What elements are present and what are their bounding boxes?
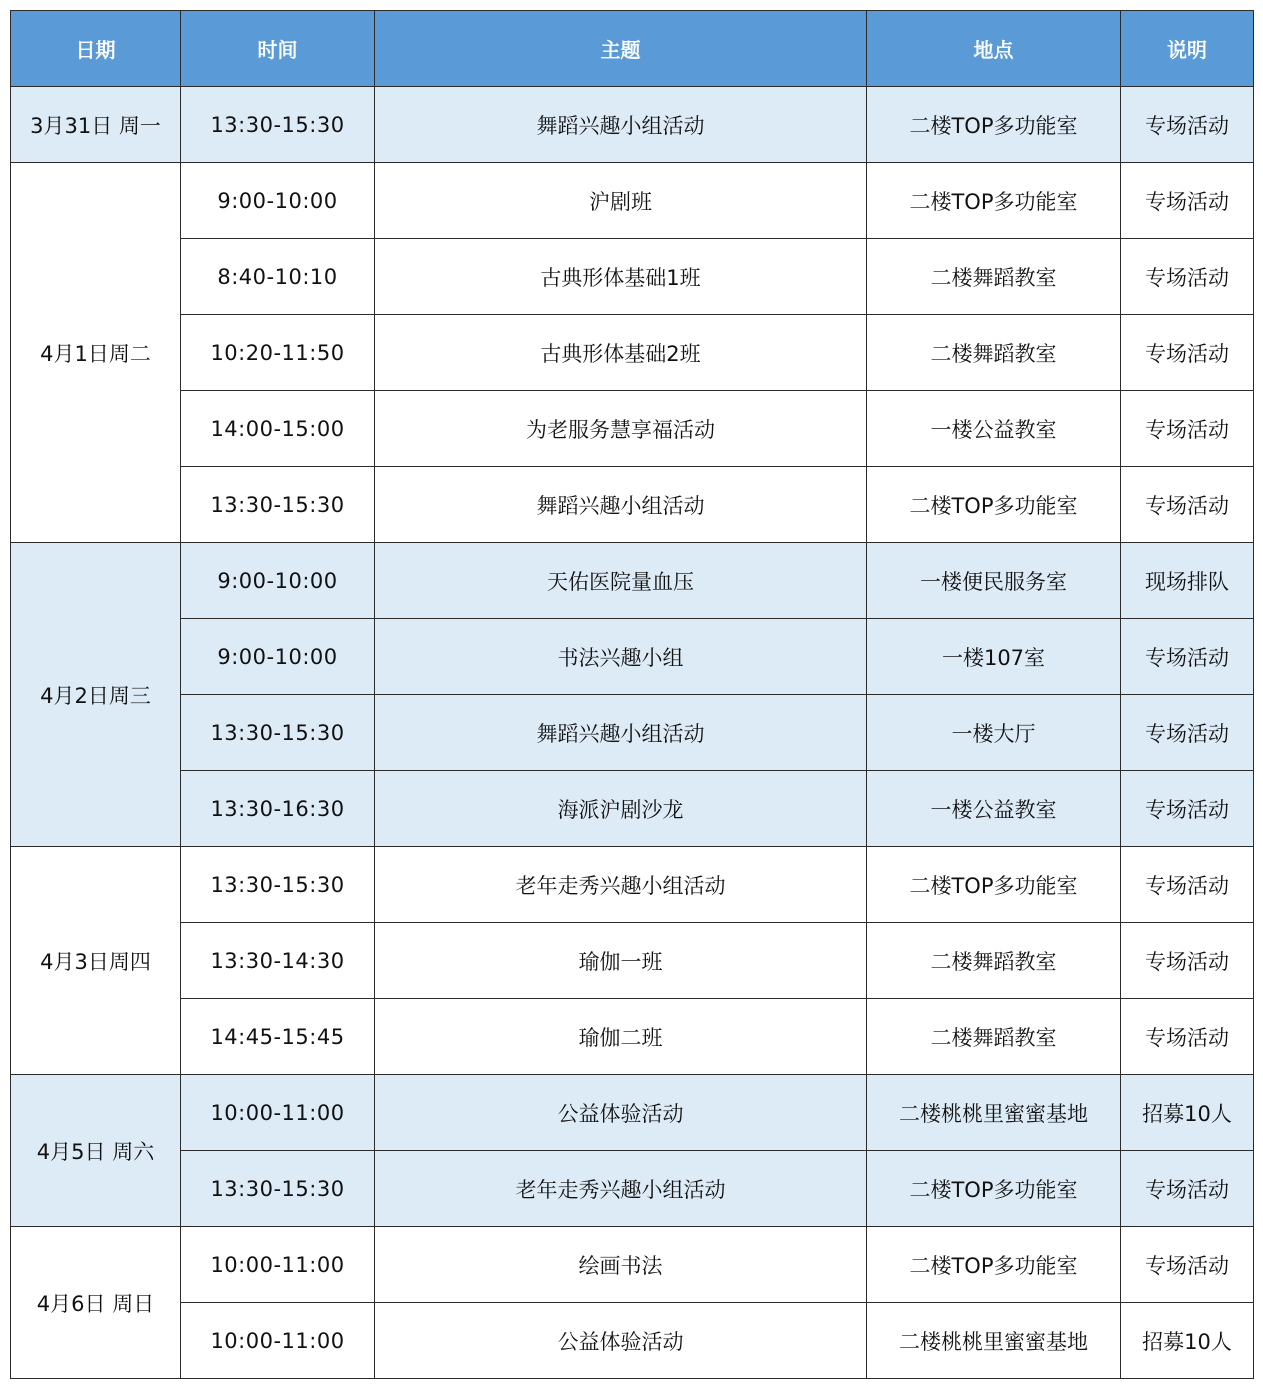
topic-cell: 瑜伽一班	[375, 923, 867, 999]
topic-cell: 公益体验活动	[375, 1075, 867, 1151]
time-cell: 14:45-15:45	[181, 999, 375, 1075]
note-cell: 招募10人	[1121, 1303, 1254, 1379]
time-cell: 9:00-10:00	[181, 163, 375, 239]
date-cell: 4月2日周三	[11, 543, 181, 847]
place-cell: 二楼桃桃里蜜蜜基地	[867, 1075, 1121, 1151]
day-group	[11, 163, 1254, 543]
topic-cell: 老年走秀兴趣小组活动	[375, 1151, 867, 1227]
place-cell: 一楼公益教室	[867, 391, 1121, 467]
table-header	[11, 11, 1254, 87]
note-cell: 专场活动	[1121, 163, 1254, 239]
table-row	[11, 87, 1254, 163]
note-cell: 招募10人	[1121, 1075, 1254, 1151]
note-cell: 专场活动	[1121, 1227, 1254, 1303]
date-cell: 4月1日周二	[11, 163, 181, 543]
place-cell: 二楼舞蹈教室	[867, 999, 1121, 1075]
place-cell: 一楼公益教室	[867, 771, 1121, 847]
place-cell: 二楼TOP多功能室	[867, 1227, 1121, 1303]
note-cell: 专场活动	[1121, 619, 1254, 695]
place-cell: 一楼107室	[867, 619, 1121, 695]
note-cell: 专场活动	[1121, 847, 1254, 923]
header-topic: 主题	[375, 11, 867, 87]
table-row	[11, 1227, 1254, 1303]
day-group	[11, 847, 1254, 1075]
table-row	[11, 923, 1254, 999]
day-group	[11, 1227, 1254, 1379]
time-cell: 10:00-11:00	[181, 1075, 375, 1151]
topic-cell: 为老服务慧享福活动	[375, 391, 867, 467]
topic-cell: 舞蹈兴趣小组活动	[375, 87, 867, 163]
schedule-table	[10, 10, 1254, 1379]
topic-cell: 绘画书法	[375, 1227, 867, 1303]
place-cell: 二楼舞蹈教室	[867, 239, 1121, 315]
time-cell: 13:30-14:30	[181, 923, 375, 999]
date-cell: 3月31日 周一	[11, 87, 181, 163]
table-row	[11, 1303, 1254, 1379]
place-cell: 二楼舞蹈教室	[867, 315, 1121, 391]
place-cell: 二楼桃桃里蜜蜜基地	[867, 1303, 1121, 1379]
topic-cell: 沪剧班	[375, 163, 867, 239]
time-cell: 13:30-16:30	[181, 771, 375, 847]
time-cell: 13:30-15:30	[181, 87, 375, 163]
time-cell: 8:40-10:10	[181, 239, 375, 315]
note-cell: 专场活动	[1121, 87, 1254, 163]
header-row	[11, 11, 1254, 87]
time-cell: 10:00-11:00	[181, 1227, 375, 1303]
place-cell: 二楼TOP多功能室	[867, 163, 1121, 239]
topic-cell: 公益体验活动	[375, 1303, 867, 1379]
table-row	[11, 543, 1254, 619]
note-cell: 专场活动	[1121, 1151, 1254, 1227]
table-row	[11, 619, 1254, 695]
day-group	[11, 543, 1254, 847]
header-note: 说明	[1121, 11, 1254, 87]
time-cell: 9:00-10:00	[181, 619, 375, 695]
time-cell: 13:30-15:30	[181, 1151, 375, 1227]
topic-cell: 天佑医院量血压	[375, 543, 867, 619]
table-row	[11, 1151, 1254, 1227]
note-cell: 专场活动	[1121, 999, 1254, 1075]
table-row	[11, 771, 1254, 847]
header-time: 时间	[181, 11, 375, 87]
table-row	[11, 1075, 1254, 1151]
topic-cell: 书法兴趣小组	[375, 619, 867, 695]
time-cell: 13:30-15:30	[181, 847, 375, 923]
table-row	[11, 239, 1254, 315]
note-cell: 专场活动	[1121, 771, 1254, 847]
header-place: 地点	[867, 11, 1121, 87]
time-cell: 13:30-15:30	[181, 695, 375, 771]
place-cell: 一楼便民服务室	[867, 543, 1121, 619]
time-cell: 13:30-15:30	[181, 467, 375, 543]
place-cell: 二楼TOP多功能室	[867, 847, 1121, 923]
date-cell: 4月5日 周六	[11, 1075, 181, 1227]
time-cell: 14:00-15:00	[181, 391, 375, 467]
table-row	[11, 163, 1254, 239]
date-cell: 4月6日 周日	[11, 1227, 181, 1379]
place-cell: 二楼TOP多功能室	[867, 1151, 1121, 1227]
note-cell: 专场活动	[1121, 239, 1254, 315]
note-cell: 专场活动	[1121, 391, 1254, 467]
note-cell: 专场活动	[1121, 695, 1254, 771]
place-cell: 二楼TOP多功能室	[867, 467, 1121, 543]
place-cell: 二楼舞蹈教室	[867, 923, 1121, 999]
topic-cell: 古典形体基础1班	[375, 239, 867, 315]
topic-cell: 古典形体基础2班	[375, 315, 867, 391]
table-row	[11, 695, 1254, 771]
table-row	[11, 999, 1254, 1075]
place-cell: 一楼大厅	[867, 695, 1121, 771]
topic-cell: 海派沪剧沙龙	[375, 771, 867, 847]
table-row	[11, 315, 1254, 391]
topic-cell: 舞蹈兴趣小组活动	[375, 695, 867, 771]
place-cell: 二楼TOP多功能室	[867, 87, 1121, 163]
time-cell: 9:00-10:00	[181, 543, 375, 619]
note-cell: 专场活动	[1121, 315, 1254, 391]
topic-cell: 瑜伽二班	[375, 999, 867, 1075]
day-group	[11, 1075, 1254, 1227]
time-cell: 10:20-11:50	[181, 315, 375, 391]
table-row	[11, 467, 1254, 543]
topic-cell: 舞蹈兴趣小组活动	[375, 467, 867, 543]
note-cell: 专场活动	[1121, 467, 1254, 543]
note-cell: 现场排队	[1121, 543, 1254, 619]
table-row	[11, 391, 1254, 467]
table-row	[11, 847, 1254, 923]
day-group	[11, 87, 1254, 163]
header-date: 日期	[11, 11, 181, 87]
time-cell: 10:00-11:00	[181, 1303, 375, 1379]
note-cell: 专场活动	[1121, 923, 1254, 999]
topic-cell: 老年走秀兴趣小组活动	[375, 847, 867, 923]
date-cell: 4月3日周四	[11, 847, 181, 1075]
